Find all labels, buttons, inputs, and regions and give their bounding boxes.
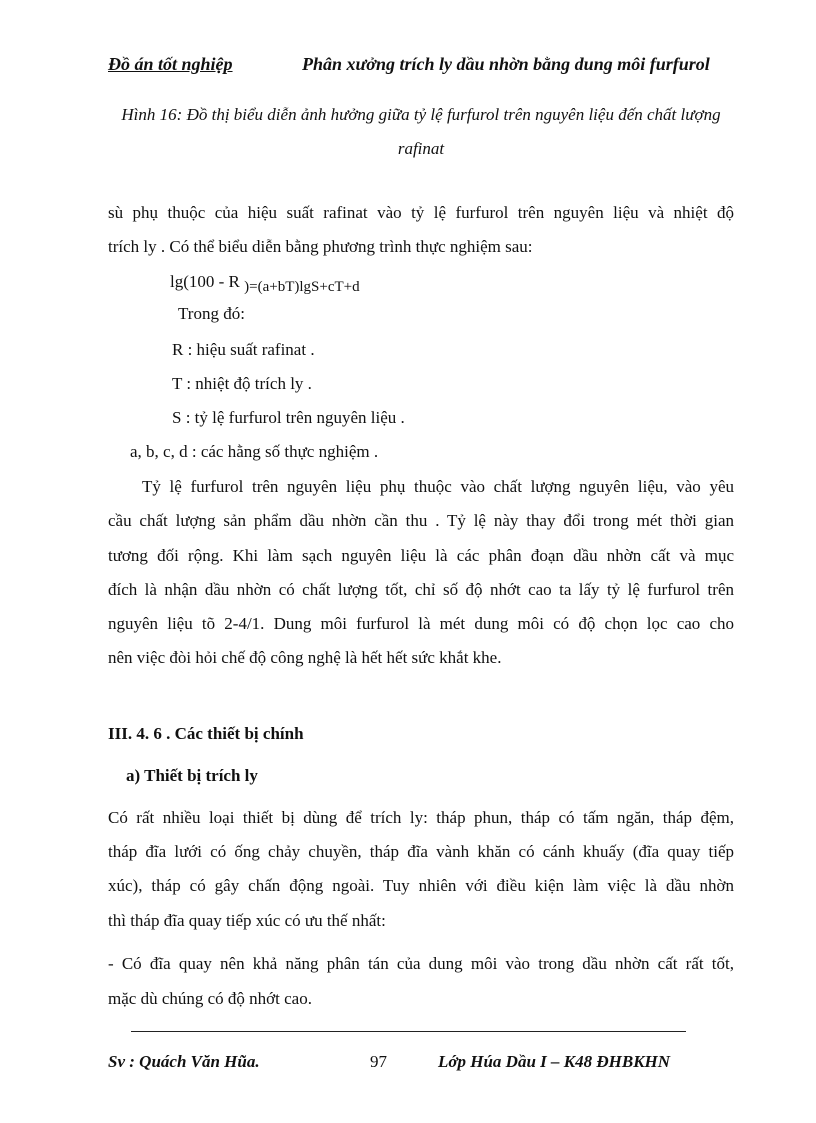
- para1-line1: sù phụ thuộc của hiệu suất rafinat vào tỷ lệ furfurol trên nguyên liệu và nhiệt độ: [108, 203, 734, 222]
- para2-line6: nên việc đòi hỏi chế độ công nghệ là hết hết sức khắt khe.: [108, 648, 502, 667]
- subsection-heading: a) Thiết bị trích ly: [126, 766, 258, 785]
- where-r: R : hiệu suất rafinat .: [172, 340, 315, 359]
- where-title: Trong đó:: [178, 304, 245, 323]
- formula-left: lg(100 - R: [170, 272, 245, 291]
- para3-line2: tháp đĩa lưới có ống chảy chuyền, tháp đĩa vành khăn có cánh khuấy (đĩa quay tiếp: [108, 842, 734, 861]
- para4-line1: - Có đĩa quay nên khả năng phân tán của dung môi vào trong dầu nhờn cất rất tốt,: [108, 954, 734, 973]
- para2-line5: nguyên liệu tõ 2-4/1. Dung môi furfurol là mét dung môi có độ chọn lọc cao cho: [108, 614, 734, 633]
- para2-line2: cầu chất lượng sản phẩm dầu nhờn cần thu . Tỷ lệ này thay đổi trong mét thời gian: [108, 511, 734, 530]
- header-right-title: Phân xưởng trích ly dầu nhờn bằng dung môi furfurol: [302, 54, 710, 74]
- para3-line1: Có rất nhiều loại thiết bị dùng để trích ly: tháp phun, tháp có tấm ngăn, tháp đệm,: [108, 808, 734, 827]
- where-t: T : nhiệt độ trích ly .: [172, 374, 312, 393]
- footer-student: Sv : Quách Văn Hũa.: [108, 1052, 260, 1071]
- where-s: S : tỷ lệ furfurol trên nguyên liệu .: [172, 408, 405, 427]
- where-abcd: a, b, c, d : các hằng số thực nghiệm .: [130, 442, 379, 461]
- para2-line3: tương đối rộng. Khi làm sạch nguyên liệu là các phân đoạn dầu nhờn cất và mục: [108, 546, 734, 565]
- para1-line2: trích ly . Có thể biểu diễn bằng phương trình thực nghiệm sau:: [108, 237, 533, 256]
- formula: [170, 272, 360, 295]
- footer-class: Lớp Húa Dầu I – K48 ĐHBKHN: [438, 1052, 671, 1071]
- section-heading: III. 4. 6 . Các thiết bị chính: [108, 724, 304, 743]
- para3-line4: thì tháp đĩa quay tiếp xúc có ưu thế nhất:: [108, 911, 386, 930]
- footer-page-number: 97: [370, 1052, 387, 1071]
- para2-line1: Tỷ lệ furfurol trên nguyên liệu phụ thuộc vào chất lượng nguyên liệu, vào yêu: [142, 477, 734, 496]
- footer-divider: [131, 1031, 686, 1032]
- formula-right: )=(a+bT)lgS+cT+d: [244, 279, 360, 295]
- figure-caption: Hình 16: Đồ thị biểu diễn ảnh hưởng giữa tỷ lệ furfurol trên nguyên liệu đến chất lượng rafinat: [121, 105, 721, 158]
- header-left-title: Đồ án tốt nghiệp: [108, 54, 233, 74]
- para4-line2: mặc dù chúng có độ nhớt cao.: [108, 989, 312, 1008]
- para3-line3: xúc), tháp có gây chấn động ngoài. Tuy nhiên với điều kiện làm việc là dầu nhờn: [108, 876, 734, 895]
- para2-line4: đích là nhận dầu nhờn có chất lượng tốt, chỉ số độ nhớt cao ta lấy tỷ lệ furfurol trên: [108, 580, 734, 599]
